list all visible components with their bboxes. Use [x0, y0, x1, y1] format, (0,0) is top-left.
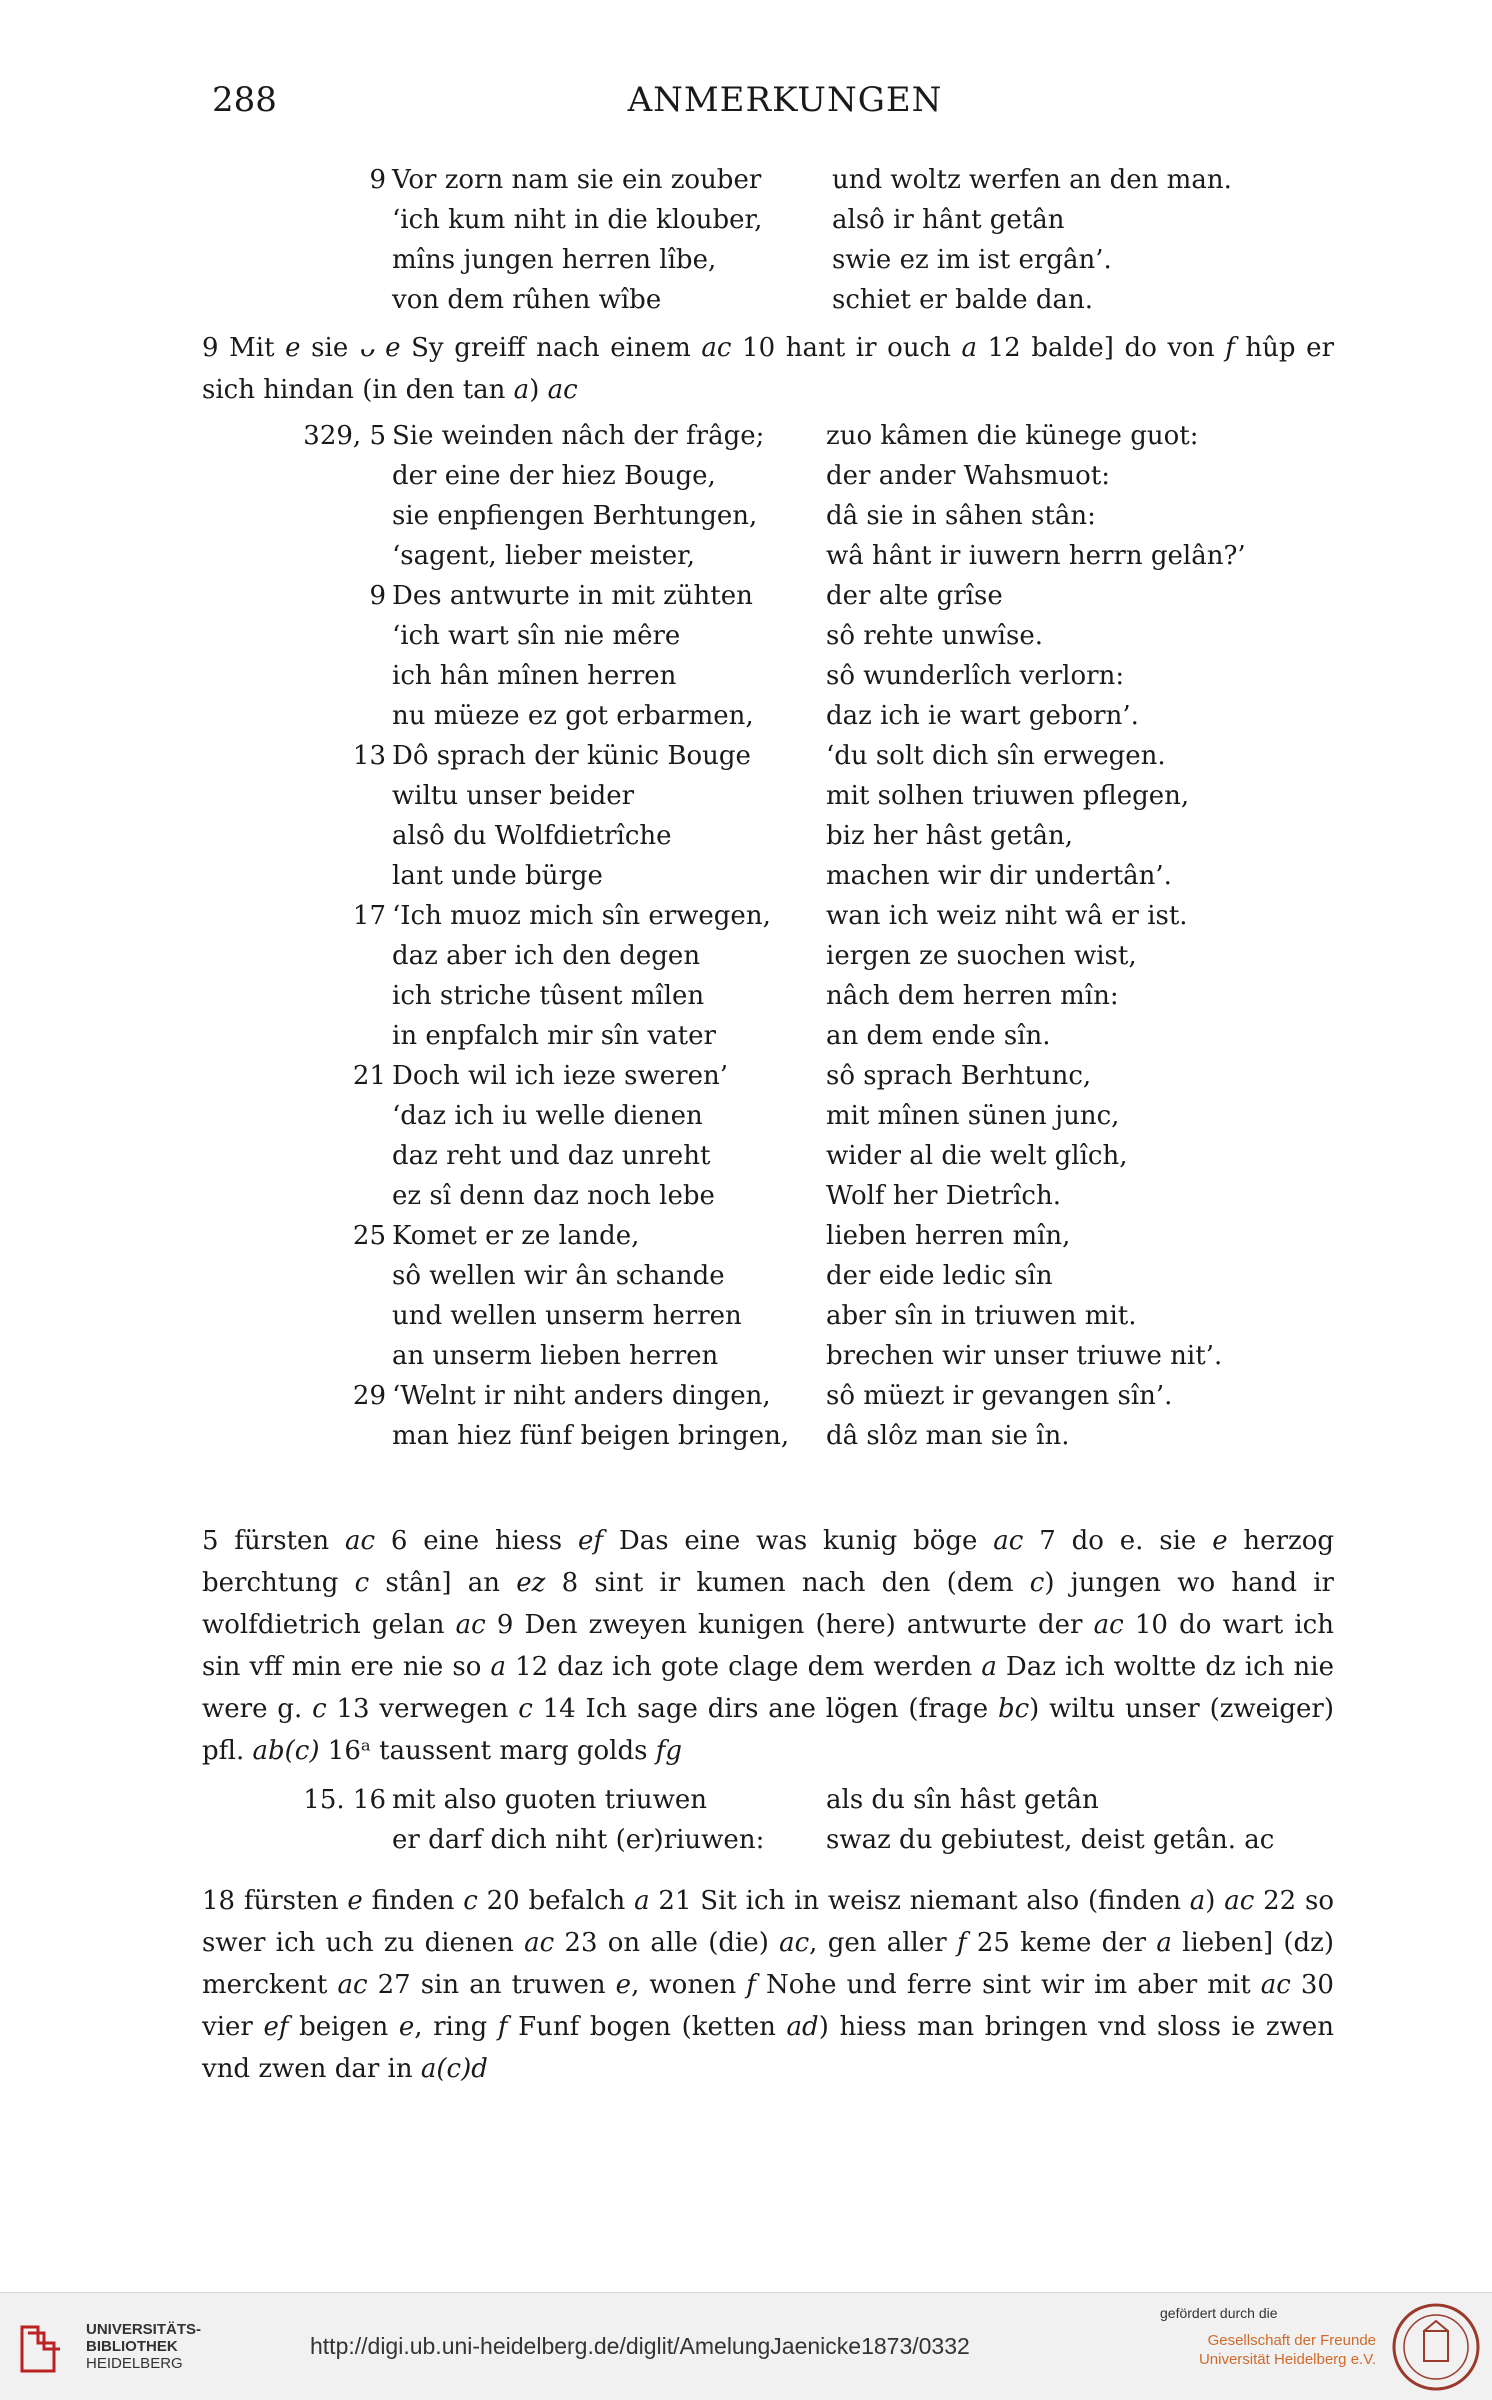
variant-text: 22 so swer ich uch zu dienen: [202, 1886, 1334, 1958]
variant-text: 13 verwegen: [326, 1694, 519, 1724]
variant-text: 8 sint ir kumen nach den (dem: [545, 1568, 1030, 1598]
verse-first-half: ‘ich wart sîn nie mêre: [392, 621, 681, 651]
verse-number: 13: [352, 741, 386, 771]
verse-second-half: machen wir dir undertân’.: [826, 861, 1172, 891]
manuscript-siglum: e: [615, 1970, 632, 2000]
footer-bar: [0, 2292, 1492, 2400]
page-header: [0, 80, 1492, 120]
variant-text: Das eine was kunig böge: [603, 1526, 994, 1556]
manuscript-siglum: f: [746, 1970, 756, 2000]
variant-text: , ring: [414, 2012, 498, 2042]
variant-text: beigen: [288, 2012, 399, 2042]
verse-first-half: ‘daz ich iu welle dienen: [392, 1101, 703, 1131]
variant-text: 27 sin an truwen: [367, 1970, 616, 2000]
verse-first-half: der eine der hiez Bouge,: [392, 461, 716, 491]
variant-text: lieben] (dz) merckent: [202, 1928, 1334, 2000]
manuscript-siglum: bc: [997, 1694, 1030, 1724]
verse-second-half: der eide ledic sîn: [826, 1261, 1053, 1291]
verse-second-half: zuo kâmen die künege guot:: [826, 421, 1199, 451]
variant-text: 16ᵃ taussent marg golds: [319, 1736, 656, 1766]
verse-line: [392, 1016, 1051, 1056]
variant-text: 7 do e. sie: [1023, 1526, 1213, 1556]
running-title: ANMERKUNGEN: [627, 80, 943, 120]
verse-block-b: [303, 416, 1246, 1456]
verse-line: [392, 1176, 1061, 1216]
verse-number: 17: [352, 901, 386, 931]
verse-first-half: wiltu unser beider: [392, 781, 635, 811]
variant-text: 20 befalch: [477, 1886, 635, 1916]
verse-second-half: ‘du solt dich sîn erwegen.: [826, 741, 1166, 771]
verse-first-half: mîns jungen herren lîbe,: [392, 245, 717, 275]
manuscript-siglum: ac: [455, 1610, 486, 1640]
verse-line: [352, 896, 1188, 936]
verse-first-half: Des antwurte in mit zühten: [392, 581, 753, 611]
verse-line: [392, 936, 1137, 976]
manuscript-siglum: ac: [344, 1526, 376, 1556]
verse-first-half: nu müeze ez got erbarmen,: [392, 701, 754, 731]
variant-text: 10 do wart ich sin vff min ere nie so: [202, 1610, 1334, 1682]
verse-first-half: und wellen unserm herren: [392, 1301, 742, 1331]
manuscript-siglum: ac: [1260, 1970, 1291, 2000]
verse-second-half: mit mînen sünen junc,: [826, 1101, 1120, 1131]
manuscript-siglum: ac: [547, 375, 578, 405]
variant-text: 9 Mit: [202, 333, 286, 363]
society-line-2: Universität Heidelberg e.V.: [1198, 2351, 1376, 2368]
verse-second-half: swie ez im ist ergân’.: [832, 245, 1112, 275]
verse-line: [352, 1216, 1071, 1256]
manuscript-siglum: a: [981, 1652, 997, 1682]
verse-line: [392, 1336, 1223, 1376]
variant-text: 14 Ich sage dirs ane lögen (frage: [532, 1694, 998, 1724]
verse-line: [392, 280, 1094, 320]
verse-line: [392, 816, 1074, 856]
library-name: [86, 2321, 201, 2372]
verse-line: [352, 1376, 1173, 1416]
variant-text: 30 vier: [202, 1970, 1334, 2042]
verse-line: [369, 160, 1232, 200]
verse-first-half: an unserm lieben herren: [392, 1341, 719, 1371]
variant-text: ) jungen wo hand ir wolfdietrich gelan: [202, 1568, 1334, 1640]
verse-line: [392, 1820, 1275, 1860]
manuscript-siglum: e: [347, 1886, 363, 1916]
verse-second-half: sô wunderlîch verlorn:: [826, 661, 1125, 691]
manuscript-siglum: a: [513, 375, 530, 405]
verse-line: [392, 1416, 1070, 1456]
variant-text: 18 fürsten: [202, 1886, 348, 1916]
variant-text: ) hiess man bringen vnd sloss ie zwen vnd zwen dar in: [202, 2012, 1334, 2084]
manuscript-siglum: c: [518, 1694, 533, 1724]
verse-first-half: man hiez fünf beigen bringen,: [392, 1421, 790, 1451]
verse-first-half: lant unde bürge: [392, 861, 603, 891]
verse-first-half: mit also guoten triuwen: [392, 1785, 707, 1815]
verse-number: 9: [369, 581, 386, 611]
variant-text: ) wiltu unser (zweiger) pfl.: [202, 1694, 1334, 1766]
verse-second-half: nâch dem herren mîn:: [826, 981, 1119, 1011]
variant-text: Nohe und ferre sint wir im aber mit: [755, 1970, 1261, 2000]
manuscript-siglum: ac: [524, 1928, 555, 1958]
variant-notes-b: [202, 1520, 1334, 1772]
verse-second-half: alsô ir hânt getân: [832, 205, 1065, 235]
library-line-2: BIBLIOTHEK: [86, 2338, 178, 2355]
verse-second-half: lieben herren mîn,: [826, 1221, 1071, 1251]
verse-second-half: mit solhen triuwen pflegen,: [826, 781, 1190, 811]
society-name: [1199, 2331, 1376, 2369]
variant-text: , wonen: [631, 1970, 747, 2000]
verse-line: [392, 240, 1112, 280]
variant-text: Daz ich woltte dz ich nie were g.: [202, 1652, 1334, 1724]
manuscript-siglum: f: [1225, 333, 1235, 363]
verse-first-half: Dô sprach der künic Bouge: [392, 741, 751, 771]
manuscript-siglum: ef: [577, 1526, 603, 1556]
verse-block-a: [369, 160, 1232, 320]
manuscript-siglum: ef: [263, 2012, 289, 2042]
verse-second-half: der ander Wahsmuot:: [826, 461, 1111, 491]
verse-line: [392, 856, 1172, 896]
manuscript-siglum: ad: [786, 2012, 819, 2042]
verse-first-half: alsô du Wolfdietrîche: [392, 821, 672, 851]
verse-second-half: aber sîn in triuwen mit.: [826, 1301, 1137, 1331]
verse-first-half: sô wellen wir ân schande: [392, 1261, 725, 1291]
verse-line: [392, 496, 1096, 536]
manuscript-siglum: ac: [779, 1928, 810, 1958]
manuscript-siglum: ez: [516, 1568, 546, 1598]
verse-line: [392, 656, 1125, 696]
page-number: 288: [212, 80, 277, 120]
manuscript-siglum: a: [1156, 1928, 1172, 1958]
verse-first-half: sie enpfiengen Berhtungen,: [392, 501, 758, 531]
verse-first-half: er darf dich niht (er)riuwen:: [392, 1825, 765, 1855]
verse-line: [392, 976, 1119, 1016]
verse-number: 9: [369, 165, 386, 195]
manuscript-siglum: c: [1029, 1568, 1045, 1598]
variant-text: ): [529, 375, 548, 405]
variant-text: 6 eine hiess: [375, 1526, 578, 1556]
variant-text: ): [1205, 1886, 1225, 1916]
verse-line: [369, 576, 1003, 616]
variant-text: 12 daz ich gote clage dem werden: [505, 1652, 982, 1682]
verse-number: 329, 5: [303, 421, 386, 451]
library-line-1: UNIVERSITÄTS-: [86, 2321, 202, 2338]
verse-second-half: Wolf her Dietrîch.: [826, 1181, 1061, 1211]
manuscript-siglum: f: [497, 2012, 508, 2042]
manuscript-siglum: f: [956, 1928, 967, 1958]
variant-text: 25 keme der: [966, 1928, 1157, 1958]
verse-second-half: swaz du gebiutest, deist getân. ac: [826, 1825, 1275, 1855]
library-logo-icon: [14, 2321, 70, 2377]
verse-first-half: ‘ich kum niht in die klouber,: [392, 205, 763, 235]
verse-number: 29: [352, 1381, 386, 1411]
verse-second-half: dâ slôz man sie în.: [826, 1421, 1070, 1451]
verse-second-half: sô sprach Berhtunc,: [826, 1061, 1092, 1091]
manuscript-siglum: c: [354, 1568, 370, 1598]
manuscript-siglum: ac: [1093, 1610, 1124, 1640]
variant-text: , gen aller: [809, 1928, 957, 1958]
manuscript-siglum: a: [1189, 1886, 1206, 1916]
verse-line: [392, 1136, 1128, 1176]
manuscript-siglum: ac: [993, 1526, 1024, 1556]
permalink-url[interactable]: http://digi.ub.uni-heidelberg.de/diglit/AmelungJaenicke1873/0332: [310, 2333, 970, 2359]
manuscript-siglum: a: [634, 1886, 650, 1916]
variant-text: herzog berchtung: [202, 1526, 1334, 1598]
funded-by-label: gefördert durch die: [1160, 2305, 1278, 2321]
verse-line: [392, 456, 1111, 496]
verse-line: [392, 536, 1246, 576]
variant-text: 12 balde] do von: [977, 333, 1226, 363]
verse-first-half: daz reht und daz unreht: [392, 1141, 711, 1171]
verse-line: [303, 416, 1199, 456]
verse-second-half: iergen ze suochen wist,: [826, 941, 1137, 971]
verse-second-half: wâ hânt ir iuwern herrn gelân?’: [826, 541, 1246, 571]
manuscript-siglum: e: [398, 2012, 415, 2042]
variant-text: 5 fürsten: [202, 1526, 345, 1556]
variant-text: stân] an: [369, 1568, 517, 1598]
verse-first-half: ‘Welnt ir niht anders dingen,: [392, 1381, 771, 1411]
verse-second-half: an dem ende sîn.: [826, 1021, 1051, 1051]
verse-first-half: ‘sagent, lieber meister,: [392, 541, 695, 571]
manuscript-siglum: e: [1212, 1526, 1228, 1556]
manuscript-siglum: ac: [337, 1970, 368, 2000]
verse-line: [392, 776, 1190, 816]
verse-block-c: [303, 1780, 1275, 1860]
verse-second-half: daz ich ie wart geborn’.: [826, 701, 1139, 731]
manuscript-siglum: c: [312, 1694, 327, 1724]
variant-text: hûp er sich hindan (in den tan: [202, 333, 1334, 405]
variant-text: Sy greiff nach einem: [400, 333, 702, 363]
library-line-3: HEIDELBERG: [86, 2355, 183, 2372]
verse-second-half: dâ sie in sâhen stân:: [826, 501, 1096, 531]
variant-text: 10 hant ir ouch: [731, 333, 962, 363]
verse-first-half: Sie weinden nâch der frâge;: [392, 421, 765, 451]
variant-text: 21 Sit ich in weisz niemant also (finden: [649, 1886, 1190, 1916]
verse-line: [392, 1296, 1137, 1336]
manuscript-siglum: ac: [1224, 1886, 1255, 1916]
verse-second-half: sô rehte unwîse.: [826, 621, 1043, 651]
variant-text: 23 on alle (die): [554, 1928, 780, 1958]
variant-text: sie: [300, 333, 359, 363]
variant-text: finden: [362, 1886, 464, 1916]
verse-first-half: ich striche tûsent mîlen: [392, 981, 705, 1011]
variant-text: Funf bogen (ketten: [507, 2012, 787, 2042]
manuscript-siglum: e: [285, 333, 301, 363]
manuscript-siglum: a: [961, 333, 977, 363]
verse-line: [303, 1780, 1099, 1820]
verse-first-half: Komet er ze lande,: [392, 1221, 640, 1251]
verse-first-half: Doch wil ich ieze sweren’: [392, 1061, 728, 1091]
verse-second-half: als du sîn hâst getân: [826, 1785, 1099, 1815]
verse-line: [392, 616, 1043, 656]
verse-second-half: wider al die welt glîch,: [826, 1141, 1128, 1171]
verse-line: [352, 1056, 1092, 1096]
verse-line: [392, 200, 1065, 240]
verse-first-half: daz aber ich den degen: [392, 941, 701, 971]
manuscript-siglum: ac: [701, 333, 732, 363]
verse-second-half: und woltz werfen an den man.: [832, 165, 1232, 195]
verse-second-half: wan ich weiz niht wâ er ist.: [826, 901, 1188, 931]
verse-first-half: ‘Ich muoz mich sîn erwegen,: [392, 901, 771, 931]
verse-second-half: brechen wir unser triuwe nit’.: [826, 1341, 1223, 1371]
variant-notes-c: [202, 1880, 1334, 2090]
verse-line: [392, 696, 1139, 736]
verse-first-half: Vor zorn nam sie ein zouber: [392, 165, 762, 195]
verse-second-half: biz her hâst getân,: [826, 821, 1074, 851]
manuscript-siglum: ᴗ e: [358, 333, 401, 363]
verse-line: [352, 736, 1166, 776]
manuscript-siglum: a: [490, 1652, 506, 1682]
verse-number: 21: [352, 1061, 386, 1091]
seal-icon: [1390, 2301, 1482, 2393]
verse-first-half: ez sî denn daz noch lebe: [392, 1181, 715, 1211]
manuscript-siglum: c: [463, 1886, 478, 1916]
verse-first-half: ich hân mînen herren: [392, 661, 677, 691]
verse-first-half: von dem rûhen wîbe: [392, 285, 662, 315]
verse-line: [392, 1256, 1053, 1296]
manuscript-siglum: fg: [655, 1736, 683, 1766]
verse-line: [392, 1096, 1120, 1136]
verse-number: 25: [352, 1221, 386, 1251]
verse-second-half: sô müezt ir gevangen sîn’.: [826, 1381, 1173, 1411]
society-line-1: Gesellschaft der Freunde: [1207, 2332, 1376, 2349]
manuscript-siglum: a(c)d: [420, 2054, 488, 2084]
variant-text: 9 Den zweyen kunigen (here) antwurte der: [485, 1610, 1094, 1640]
verse-second-half: der alte grîse: [826, 581, 1003, 611]
verse-number: 15. 16: [303, 1785, 386, 1815]
variant-notes-a: [202, 327, 1334, 411]
verse-first-half: in enpfalch mir sîn vater: [392, 1021, 716, 1051]
verse-second-half: schiet er balde dan.: [832, 285, 1094, 315]
manuscript-siglum: ab(c): [252, 1736, 320, 1766]
